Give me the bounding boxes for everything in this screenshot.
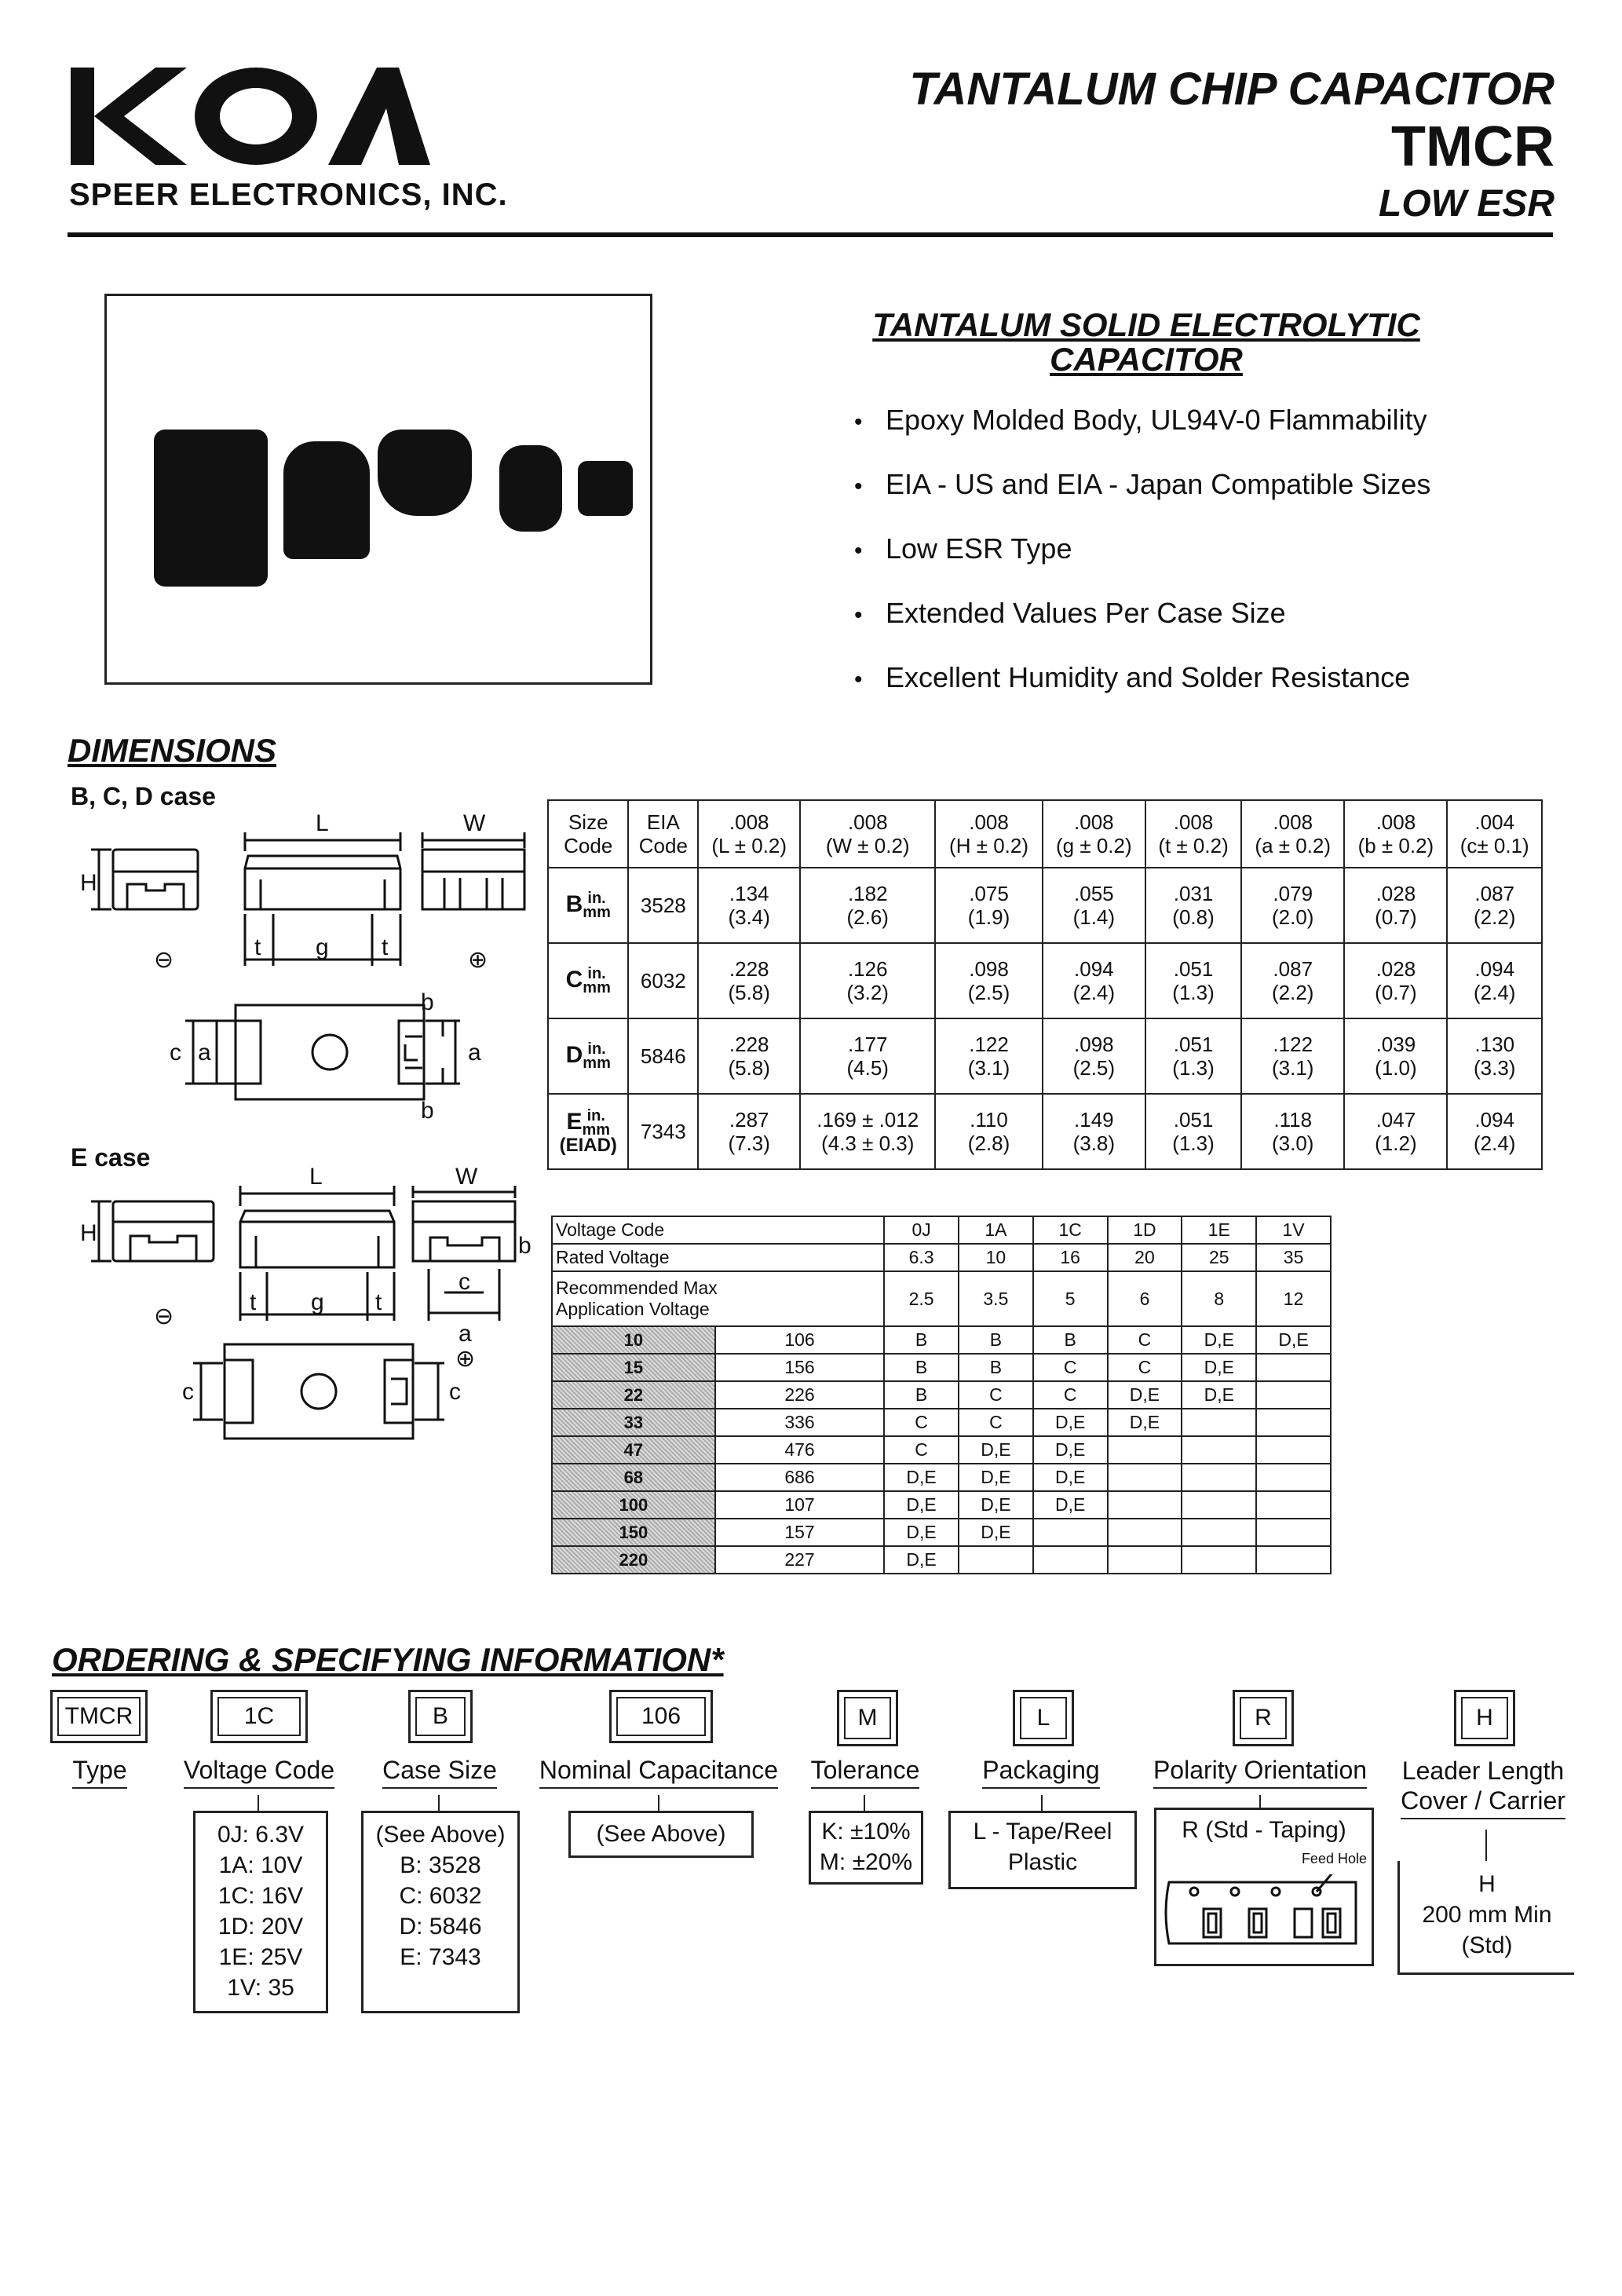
capacitance-code: 476: [715, 1436, 884, 1464]
dim-value-cell: .031 (0.8): [1145, 868, 1241, 943]
voltage-code-list: 0J: 6.3V 1A: 10V 1C: 16V 1D: 20V 1E: 25V 1V: 35: [193, 1811, 328, 2013]
eia-code-cell: 5846: [628, 1018, 698, 1094]
case-cell: D,E: [959, 1519, 1033, 1546]
case-cell: [1256, 1381, 1331, 1409]
label-leader-length: Leader Length Cover / Carrier: [1393, 1756, 1573, 1815]
code-box-packaging: L: [1013, 1690, 1074, 1746]
e-dim-label-w: W: [455, 1167, 478, 1190]
case-cell: C: [1033, 1354, 1108, 1381]
ordering-heading: ORDERING & SPECIFYING INFORMATION*: [52, 1641, 724, 1678]
case-cell: D,E: [959, 1436, 1033, 1464]
dim-value-cell: .094 (2.4): [1447, 1094, 1542, 1169]
case-cell: C: [1108, 1326, 1182, 1354]
capacitance-code: 227: [715, 1546, 884, 1574]
packaging-desc: L - Tape/Reel Plastic: [948, 1811, 1137, 1889]
dim-value-cell: .051 (1.3): [1145, 943, 1241, 1018]
carrier-tape-icon: [1163, 1874, 1362, 1953]
dim-value-cell: .028 (0.7): [1344, 868, 1447, 943]
polarity-desc: R (Std - Taping) Feed Hole: [1154, 1808, 1374, 1966]
dim-header-cell: .008 (W ± 0.2): [800, 800, 935, 868]
dimensions-heading: DIMENSIONS: [68, 732, 277, 769]
case-cell: [1182, 1491, 1256, 1519]
capacitance-row: [552, 1464, 1331, 1491]
case-cell: [1256, 1491, 1331, 1519]
case-cell: [1256, 1409, 1331, 1436]
dim-table-row: [548, 943, 1542, 1018]
bcd-case-label: B, C, D case: [71, 782, 216, 810]
case-cell: [1108, 1436, 1182, 1464]
dim-value-cell: .047 (1.2): [1344, 1094, 1447, 1169]
case-cell: [1033, 1546, 1108, 1574]
dimension-table: [547, 799, 1543, 1170]
dim-value-cell: .228 (5.8): [698, 943, 800, 1018]
e-dim-label-t2: t: [375, 1289, 382, 1315]
code-box-capacitance: 106: [609, 1690, 713, 1743]
label-type: Type: [47, 1756, 152, 1785]
header-divider: [68, 232, 1553, 237]
capacitance-row: [552, 1409, 1331, 1436]
dim-value-cell: .087 (2.2): [1241, 943, 1344, 1018]
label-case-size: Case Size: [361, 1756, 518, 1785]
case-cell: C: [884, 1436, 959, 1464]
capacitance-value: 10: [552, 1326, 715, 1354]
case-cell: D,E: [1033, 1409, 1108, 1436]
dim-value-cell: .126 (3.2): [800, 943, 935, 1018]
case-cell: [1256, 1436, 1331, 1464]
e-dim-label-a: a: [458, 1321, 472, 1347]
dim-header-cell: .008 (g ± 0.2): [1043, 800, 1145, 868]
case-cell: [1108, 1519, 1182, 1546]
eia-code-cell: 7343: [628, 1094, 698, 1169]
dim-value-cell: .075 (1.9): [935, 868, 1042, 943]
case-cell: C: [884, 1409, 959, 1436]
dim-header-cell: EIA Code: [628, 800, 698, 868]
capacitance-value: 100: [552, 1491, 715, 1519]
capacitance-row: [552, 1491, 1331, 1519]
feature-item: • Epoxy Molded Body, UL94V-0 Flammability: [854, 404, 1427, 436]
voltage-code-row: Voltage Code 0J 1A 1C 1D 1E 1V: [552, 1216, 1331, 1244]
capacitance-row: [552, 1519, 1331, 1546]
case-cell: D,E: [1033, 1436, 1108, 1464]
tolerance-list: K: ±10% M: ±20%: [809, 1811, 923, 1885]
dim-header-cell: .008 (t ± 0.2): [1145, 800, 1241, 868]
case-cell: [1108, 1464, 1182, 1491]
capacitance-code: 156: [715, 1354, 884, 1381]
e-dim-label-l: L: [309, 1167, 323, 1190]
dim-label-b2: b: [421, 1098, 434, 1124]
dim-table-row: [548, 1094, 1542, 1169]
case-cell: [1182, 1519, 1256, 1546]
dim-label-a2: a: [468, 1040, 481, 1066]
size-code-cell: C in. mm: [548, 943, 628, 1018]
capacitance-desc: (See Above): [568, 1811, 754, 1858]
connector-line: [658, 1795, 659, 1811]
dim-table-header: [548, 800, 1542, 868]
dim-header-cell: .008 (b ± 0.2): [1344, 800, 1447, 868]
intro-heading-line1: TANTALUM SOLID ELECTROLYTIC: [872, 306, 1420, 343]
dim-value-cell: .228 (5.8): [698, 1018, 800, 1094]
dim-table-row: [548, 1018, 1542, 1094]
case-size-list: (See Above) B: 3528 C: 6032 D: 5846 E: 7343: [361, 1811, 520, 2013]
case-cell: [1256, 1354, 1331, 1381]
feed-hole-label: Feed Hole: [1301, 1851, 1367, 1866]
dim-value-cell: .098 (2.5): [935, 943, 1042, 1018]
dim-value-cell: .055 (1.4): [1043, 868, 1145, 943]
case-cell: B: [884, 1326, 959, 1354]
code-box-leader: H: [1454, 1690, 1515, 1746]
dim-value-cell: .182 (2.6): [800, 868, 935, 943]
dim-value-cell: .051 (1.3): [1145, 1094, 1241, 1169]
koa-logo-icon: [69, 61, 430, 171]
capacitance-row: [552, 1326, 1331, 1354]
dim-label-t2: t: [382, 934, 389, 960]
dim-label-a: a: [198, 1040, 211, 1066]
case-cell: [1256, 1519, 1331, 1546]
capacitance-value: 220: [552, 1546, 715, 1574]
e-plus-symbol: ⊕: [455, 1346, 476, 1372]
capacitance-code: 336: [715, 1409, 884, 1436]
case-cell: B: [884, 1381, 959, 1409]
dim-value-cell: .051 (1.3): [1145, 1018, 1241, 1094]
dim-value-cell: .094 (2.4): [1043, 943, 1145, 1018]
dim-header-cell: .004 (c± 0.1): [1447, 800, 1542, 868]
case-cell: D,E: [1256, 1326, 1331, 1354]
capacitance-value: 150: [552, 1519, 715, 1546]
code-box-tolerance: M: [837, 1690, 898, 1746]
dim-label-t: t: [254, 934, 261, 960]
case-cell: [1182, 1464, 1256, 1491]
rated-voltage-row: Rated Voltage 6.3 10 16 20 25 35: [552, 1244, 1331, 1271]
e-dim-label-c2: c: [182, 1379, 194, 1405]
case-cell: C: [1108, 1354, 1182, 1381]
recommended-voltage-row: Recommended Max Application Voltage 2.5 3.5 5 6 8 12: [552, 1271, 1331, 1326]
dim-label-g: g: [316, 934, 329, 960]
code-box-polarity: R: [1233, 1690, 1294, 1746]
eia-code-cell: 3528: [628, 868, 698, 943]
dim-table-row: [548, 868, 1542, 943]
case-size-table: [551, 1216, 1332, 1574]
case-cell: B: [959, 1326, 1033, 1354]
case-cell: D,E: [884, 1546, 959, 1574]
bcd-case-drawing: [68, 809, 539, 1131]
minus-symbol: ⊖: [154, 947, 174, 973]
product-photo: [104, 294, 652, 685]
connector-line: [1041, 1795, 1043, 1811]
dim-value-cell: .149 (3.8): [1043, 1094, 1145, 1169]
dim-value-cell: .087 (2.2): [1447, 868, 1542, 943]
capacitance-code: 107: [715, 1491, 884, 1519]
dim-header-cell: .008 (H ± 0.2): [935, 800, 1042, 868]
case-cell: C: [959, 1409, 1033, 1436]
dim-value-cell: .079 (2.0): [1241, 868, 1344, 943]
leader-length-desc: H 200 mm Min (Std): [1397, 1861, 1574, 1975]
code-box-type: TMCR: [50, 1690, 148, 1743]
case-cell: [1108, 1491, 1182, 1519]
capacitance-row: [552, 1381, 1331, 1409]
capacitance-value: 47: [552, 1436, 715, 1464]
page-subtitle: LOW ESR: [1379, 183, 1554, 225]
dim-header-cell: .008 (L ± 0.2): [698, 800, 800, 868]
size-code-cell: E in. mm (EIAD): [548, 1094, 628, 1169]
case-cell: D,E: [884, 1464, 959, 1491]
case-cell: D,E: [1182, 1326, 1256, 1354]
capacitance-code: 157: [715, 1519, 884, 1546]
capacitance-value: 68: [552, 1464, 715, 1491]
case-cell: D,E: [1033, 1491, 1108, 1519]
label-voltage-code: Voltage Code: [173, 1756, 345, 1785]
case-cell: C: [1033, 1381, 1108, 1409]
capacitance-value: 22: [552, 1381, 715, 1409]
case-cell: D,E: [1108, 1381, 1182, 1409]
company-name: SPEER ELECTRONICS, INC.: [69, 177, 508, 212]
dim-label-l: L: [316, 810, 329, 836]
dim-header-cell: .008 (a ± 0.2): [1241, 800, 1344, 868]
connector-line: [864, 1795, 865, 1811]
case-cell: [1182, 1546, 1256, 1574]
feature-item: • Extended Values Per Case Size: [854, 597, 1286, 629]
case-cell: [1182, 1436, 1256, 1464]
case-cell: [1182, 1409, 1256, 1436]
case-cell: [1033, 1519, 1108, 1546]
label-polarity-orientation: Polarity Orientation: [1146, 1756, 1374, 1785]
case-cell: D,E: [884, 1491, 959, 1519]
case-cell: D,E: [959, 1491, 1033, 1519]
capacitance-value: 33: [552, 1409, 715, 1436]
code-box-case: B: [408, 1690, 473, 1743]
capacitance-code: 226: [715, 1381, 884, 1409]
dim-value-cell: .287 (7.3): [698, 1094, 800, 1169]
e-dim-label-c3: c: [449, 1379, 461, 1405]
case-cell: D,E: [1182, 1381, 1256, 1409]
capacitance-code: 106: [715, 1326, 884, 1354]
label-tolerance: Tolerance: [795, 1756, 936, 1785]
dim-value-cell: .134 (3.4): [698, 868, 800, 943]
case-cell: B: [1033, 1326, 1108, 1354]
case-cell: B: [884, 1354, 959, 1381]
e-dim-label-g: g: [311, 1289, 324, 1315]
dim-value-cell: .122 (3.1): [935, 1018, 1042, 1094]
feature-item: • EIA - US and EIA - Japan Compatible Sizes: [854, 468, 1431, 500]
feature-item: • Low ESR Type: [854, 532, 1072, 565]
connector-line: [258, 1795, 259, 1811]
capacitance-row: [552, 1354, 1331, 1381]
capacitance-value: 15: [552, 1354, 715, 1381]
dim-value-cell: .098 (2.5): [1043, 1018, 1145, 1094]
dim-value-cell: .169 ± .012 (4.3 ± 0.3): [800, 1094, 935, 1169]
label-nominal-capacitance: Nominal Capacitance: [537, 1756, 780, 1785]
intro-heading-line2: CAPACITOR: [1050, 341, 1243, 378]
case-cell: B: [959, 1354, 1033, 1381]
e-dim-label-h: H: [80, 1220, 97, 1246]
case-cell: D,E: [1033, 1464, 1108, 1491]
case-cell: D,E: [1182, 1354, 1256, 1381]
e-dim-label-c: c: [458, 1269, 470, 1295]
size-code-cell: B in. mm: [548, 868, 628, 943]
case-cell: D,E: [959, 1464, 1033, 1491]
dim-label-w: W: [463, 810, 486, 836]
label-packaging: Packaging: [963, 1756, 1120, 1785]
case-cell: D,E: [884, 1519, 959, 1546]
e-case-drawing: [68, 1167, 554, 1457]
case-cell: [1256, 1464, 1331, 1491]
dim-value-cell: .028 (0.7): [1344, 943, 1447, 1018]
dim-value-cell: .094 (2.4): [1447, 943, 1542, 1018]
intro-heading: [832, 308, 1460, 377]
capacitance-code: 686: [715, 1464, 884, 1491]
dim-value-cell: .177 (4.5): [800, 1018, 935, 1094]
dim-value-cell: .118 (3.0): [1241, 1094, 1344, 1169]
size-code-cell: D in. mm: [548, 1018, 628, 1094]
dim-header-cell: Size Code: [548, 800, 628, 868]
capacitance-row: [552, 1436, 1331, 1464]
case-cell: [1108, 1546, 1182, 1574]
eia-code-cell: 6032: [628, 943, 698, 1018]
dim-label-b: b: [421, 989, 434, 1015]
feature-list: [854, 404, 1430, 726]
capacitance-row: [552, 1546, 1331, 1574]
feature-item: • Excellent Humidity and Solder Resistance: [854, 661, 1411, 693]
page-title: TANTALUM CHIP CAPACITOR: [909, 64, 1554, 115]
dim-value-cell: .122 (3.1): [1241, 1018, 1344, 1094]
case-cell: D,E: [1108, 1409, 1182, 1436]
dim-label-h: H: [80, 870, 97, 896]
e-case-label: E case: [71, 1143, 151, 1172]
plus-symbol: ⊕: [468, 947, 488, 973]
series-name: TMCR: [1391, 115, 1554, 178]
e-minus-symbol: ⊖: [154, 1303, 174, 1329]
dim-value-cell: .110 (2.8): [935, 1094, 1042, 1169]
dim-label-c: c: [170, 1040, 181, 1066]
koa-logo: [69, 61, 430, 171]
case-cell: C: [959, 1381, 1033, 1409]
code-box-voltage: 1C: [210, 1690, 308, 1743]
case-cell: [1256, 1546, 1331, 1574]
dim-value-cell: .130 (3.3): [1447, 1018, 1542, 1094]
connector-line: [438, 1795, 440, 1811]
e-dim-label-t: t: [250, 1289, 257, 1315]
case-cell: [959, 1546, 1033, 1574]
dim-value-cell: .039 (1.0): [1344, 1018, 1447, 1094]
e-dim-label-b: b: [518, 1233, 532, 1259]
